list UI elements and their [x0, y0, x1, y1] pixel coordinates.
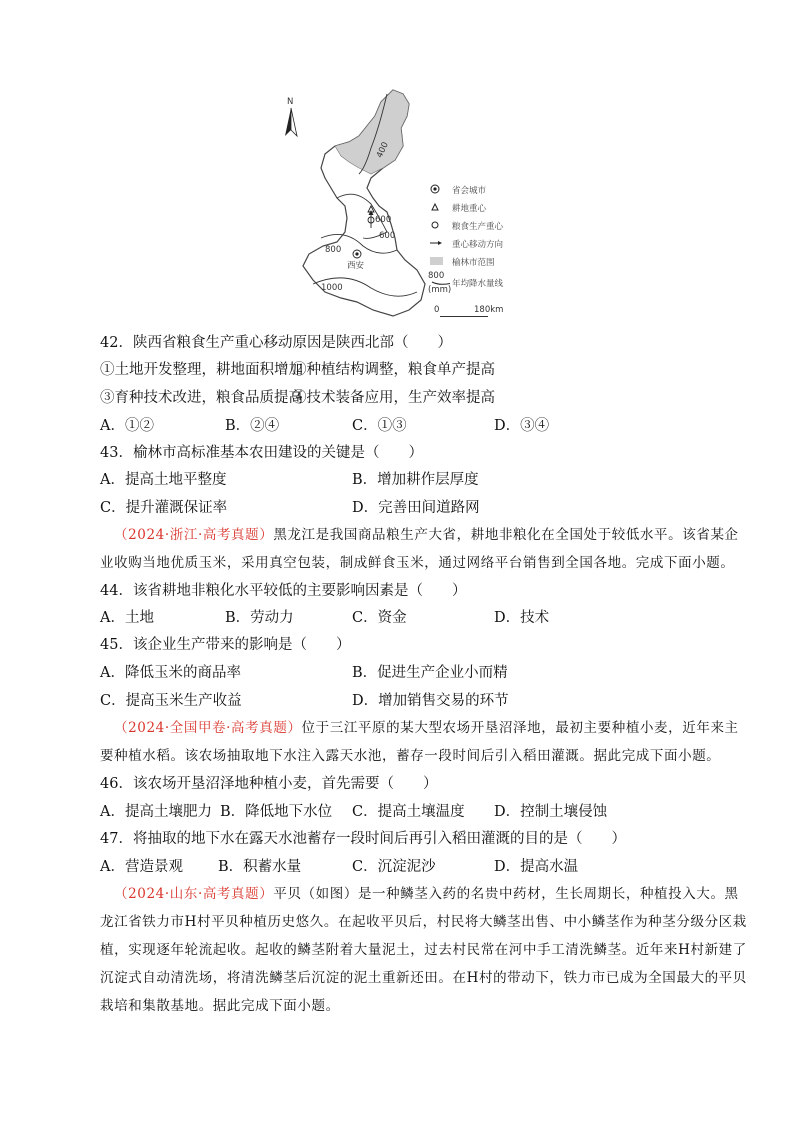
q47-option-c[interactable]: C．沉淀泥沙: [352, 859, 436, 875]
passage2-source: （2024·全国甲卷·高考真题）: [114, 720, 302, 736]
q45-stem: 45．该企业生产带来的影响是（ ）: [100, 637, 351, 653]
passage2-text: 位于三江平原的某大型农场开垦沼泽地，最初主要种植小麦，近年来主: [301, 720, 739, 736]
isohyet-label-400: 400: [374, 140, 391, 160]
q47-stem: 47．将抽取的地下水在露天水池蓄存一段时间后再引入稻田灌溉的目的是（ ）: [100, 831, 626, 847]
q46-option-d[interactable]: D．控制土壤侵蚀: [494, 804, 608, 820]
q42-statement-1: ①土地开发整理，耕地面积增加: [100, 362, 303, 378]
circle-icon: [430, 219, 444, 231]
legend-label: 年均降水量线: [452, 279, 504, 289]
passage3-line1: [114, 884, 739, 904]
q42-option-d[interactable]: D．③④: [494, 418, 550, 434]
scale-zero: 0: [434, 305, 440, 315]
q46-stem: 46．该农场开垦沼泽地种植小麦，首先需要（ ）: [100, 776, 438, 792]
gray-box-icon: [430, 255, 444, 267]
q47-option-a[interactable]: A．营造景观: [100, 859, 183, 875]
passage1-line1: [114, 525, 739, 545]
q46-option-c[interactable]: C．提高土壤温度: [352, 804, 465, 820]
triangle-icon: [430, 201, 444, 213]
q42-option-b[interactable]: B．②④: [225, 418, 280, 434]
q47-option-b[interactable]: B．积蓄水量: [218, 859, 302, 875]
scale-line: [440, 316, 488, 317]
legend-row-yulin: [430, 254, 540, 272]
passage2-line2: 要种植水稻。该农场抽取地下水注入露天水池，蓄存一段时间后引入稻田灌溉。据此完成下面小题。: [100, 748, 721, 764]
q42-statement-3: ③育种技术改进，粮食品质提高: [100, 390, 303, 406]
legend-row-isohyet: [430, 272, 540, 296]
q45-option-a[interactable]: A．降低玉米的商品率: [100, 665, 241, 681]
q43-stem: 43．榆林市高标准基本农田建设的关键是（ ）: [100, 445, 423, 461]
q42-statement-2: ②种植结构调整，粮食单产提高: [292, 362, 495, 378]
legend-label: 榆林市范围: [452, 258, 495, 268]
isohyet-label-800: 800: [325, 245, 342, 255]
passage1-line2: 业收购当地优质玉米，采用真空包装，制成鲜食玉米，通过网络平台销售到全国各地。完成下面小题。: [100, 555, 735, 571]
q44-option-a[interactable]: A．土地: [100, 610, 154, 626]
q46-option-b[interactable]: B．降低地下水位: [220, 804, 333, 820]
legend-isohyet-unit: (mm): [428, 285, 452, 295]
double-circle-icon: [430, 183, 444, 195]
q44-stem: 44．该省耕地非粮化水平较低的主要影响因素是（ ）: [100, 583, 467, 599]
north-arrow-icon: [285, 108, 297, 136]
north-label: N: [287, 97, 294, 107]
arrow-right-icon: [430, 237, 444, 249]
isohyet-label-600a: 600: [375, 215, 392, 225]
q46-option-a[interactable]: A．提高土壤肥力: [100, 804, 212, 820]
scale-bar: [434, 305, 524, 319]
legend-isohyet-value: 800: [428, 271, 445, 281]
q42-option-a[interactable]: A．①②: [100, 418, 154, 434]
legend-row-farmland: [430, 200, 540, 218]
passage2-line1: [114, 718, 739, 738]
scale-distance: 180km: [474, 305, 504, 315]
q44-option-b[interactable]: B．劳动力: [225, 610, 294, 626]
q45-option-d[interactable]: D．增加销售交易的环节: [352, 693, 509, 709]
passage1-text: 黑龙江是我国商品粮生产大省，耕地非粮化在全国处于较低水平。该省某企: [273, 527, 739, 543]
q47-option-d[interactable]: D．提高水温: [494, 859, 579, 875]
q43-option-a[interactable]: A．提高土地平整度: [100, 472, 227, 488]
passage3-text: 平贝（如图）是一种鳞茎入药的名贵中药材，生长周期长，种植投入大。黑: [273, 886, 739, 902]
q43-option-b[interactable]: B．增加耕作层厚度: [352, 472, 479, 488]
legend-row-capital: [430, 182, 540, 200]
passage3-line2: 龙江省铁力市H村平贝种植历史悠久。在起收平贝后，村民将大鳞茎出售、中小鳞茎作为种茎分级分区栽: [100, 914, 747, 930]
isohyet-label-1000: 1000: [321, 283, 343, 293]
q42-stem: 42．陕西省粮食生产重心移动原因是陕西北部（ ）: [100, 335, 452, 351]
q43-option-d[interactable]: D．完善田间道路网: [352, 500, 480, 516]
q42-statement-4: ④技术装备应用，生产效率提高: [292, 390, 495, 406]
q43-option-c[interactable]: C．提升灌溉保证率: [100, 500, 228, 516]
xian-label: 西安: [347, 261, 365, 271]
passage3-source: （2024·山东·高考真题）: [114, 886, 274, 902]
passage1-source: （2024·浙江·高考真题）: [114, 527, 274, 543]
isohyet-label-600b: 600: [379, 231, 396, 241]
q45-option-b[interactable]: B．促进生产企业小而精: [352, 665, 508, 681]
legend-row-direction: [430, 236, 540, 254]
passage3-line3: 植，实现逐年轮流起收。起收的鳞茎附着大量泥土，过去村民常在河中手工清洗鳞茎。近年来H村新建了: [100, 942, 747, 958]
legend-label: 重心移动方向: [452, 240, 504, 250]
legend-label: 省会城市: [452, 186, 487, 196]
map-legend: [430, 182, 540, 296]
q44-option-d[interactable]: D．技术: [494, 610, 550, 626]
passage3-line5: 栽培和集散基地。据此完成下面小题。: [100, 998, 340, 1014]
legend-label: 耕地重心: [452, 204, 487, 214]
legend-row-grain: [430, 218, 540, 236]
q45-option-c[interactable]: C．提高玉米生产收益: [100, 693, 242, 709]
q44-option-c[interactable]: C．资金: [352, 610, 407, 626]
q42-option-c[interactable]: C．①③: [352, 418, 407, 434]
passage3-line4: 沉淀式自动清洗场，将清洗鳞茎后沉淀的泥土重新还田。在H村的带动下，铁力市已成为全国最大的平贝: [100, 970, 747, 986]
legend-label: 粮食生产重心: [452, 222, 504, 232]
